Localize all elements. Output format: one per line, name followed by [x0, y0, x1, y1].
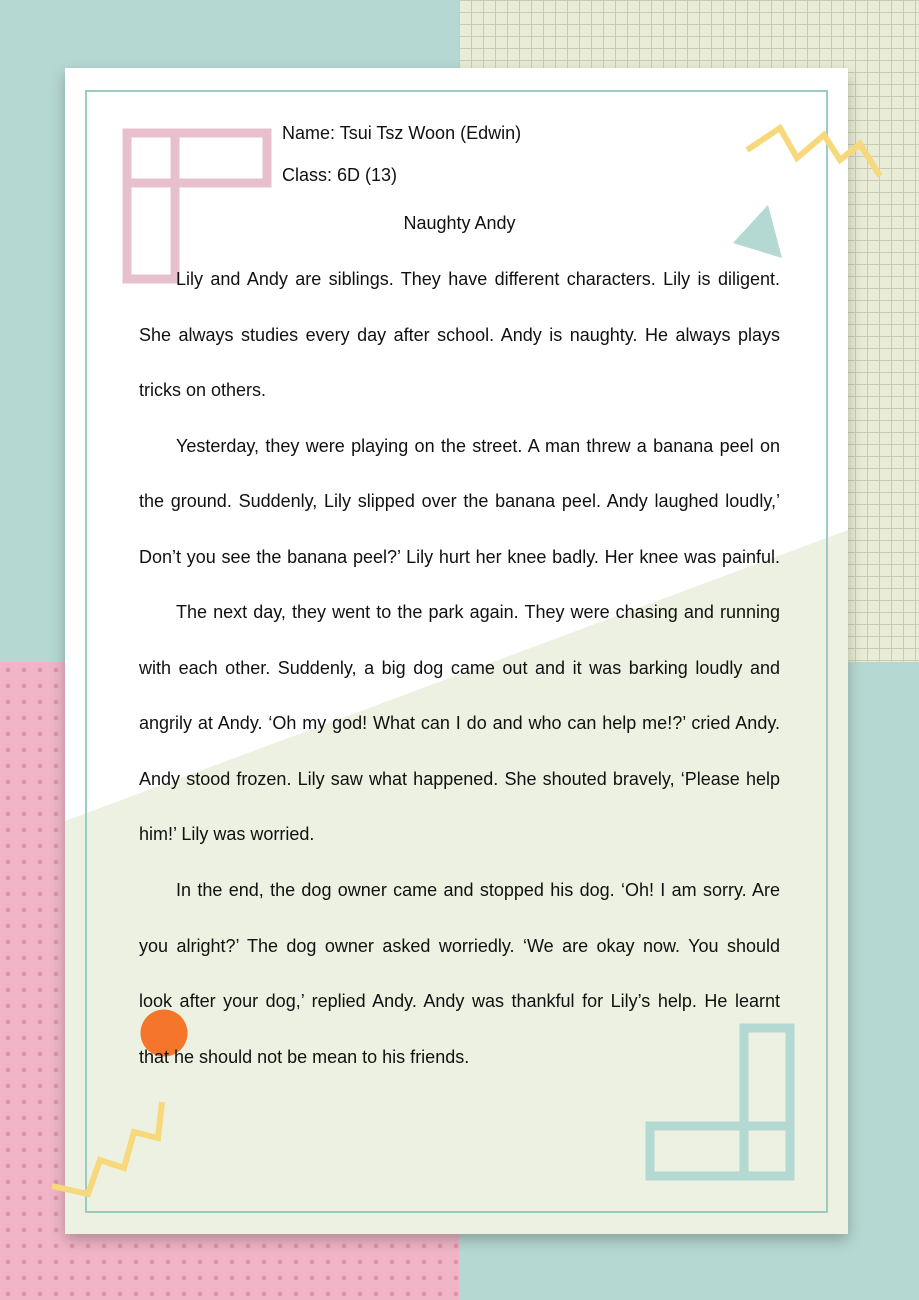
student-name: Name: Tsui Tsz Woon (Edwin)	[282, 123, 522, 143]
story-line: tricks on others.	[139, 380, 267, 400]
story-line: that he should not be mean to his friends.	[139, 1047, 470, 1067]
story-line: In the end, the dog owner came and stopped his dog. ‘Oh! I am sorry. Are	[176, 880, 780, 900]
story-line: Don’t you see the banana peel?’ Lily hurt her knee badly. Her knee was painful.	[139, 547, 780, 567]
story-line: you alright?’ The dog owner asked worriedly. ‘We are okay now. You should	[139, 936, 780, 956]
story-line: Andy stood frozen. Lily saw what happened. She shouted bravely, ‘Please help	[139, 769, 780, 789]
story-line: him!’ Lily was worried.	[139, 824, 315, 844]
story-line: look after your dog,’ replied Andy. Andy was thankful for Lily’s help. He learnt	[139, 991, 780, 1011]
story-line: angrily at Andy. ‘Oh my god! What can I do and who can help me!?’ cried Andy.	[139, 713, 780, 733]
story-line: the ground. Suddenly, Lily slipped over the banana peel. Andy laughed loudly,’	[139, 491, 780, 511]
story-line: with each other. Suddenly, a big dog came out and it was barking loudly and	[139, 658, 780, 678]
story-line: She always studies every day after school. Andy is naughty. He always plays	[139, 325, 780, 345]
student-class: Class: 6D (13)	[282, 165, 398, 185]
story-line: Lily and Andy are siblings. They have different characters. Lily is diligent.	[176, 269, 780, 289]
story-line: Yesterday, they were playing on the street. A man threw a banana peel on	[176, 436, 780, 456]
story-line: The next day, they went to the park again. They were chasing and running	[176, 602, 780, 622]
story-title: Naughty Andy	[403, 213, 516, 233]
